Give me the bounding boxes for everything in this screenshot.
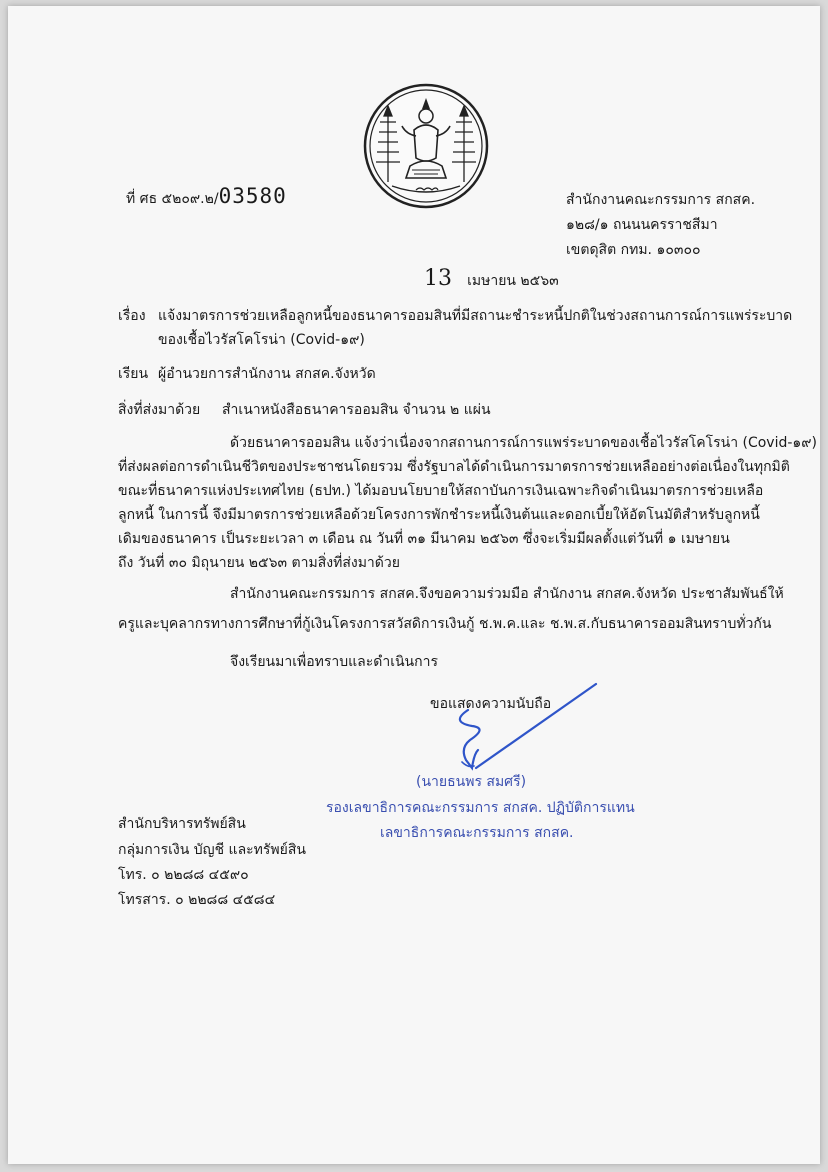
footer-phone: โทร. ๐ ๒๒๘๘ ๔๕๙๐ [118,867,249,883]
sender-address-line: สำนักงานคณะกรรมการ สกสค. [566,192,756,208]
recipient-label: เรียน [118,366,149,382]
footer-fax: โทรสาร. ๐ ๒๒๘๘ ๔๕๘๔ [118,892,276,908]
document-date [424,266,559,293]
signatory-name: (นายธนพร สมศรี) [416,774,527,790]
body-paragraph-line: เดิมของธนาคาร เป็นระยะเวลา ๓ เดือน ณ วันที่ ๓๑ มีนาคม ๒๕๖๓ ซึ่งจะเริ่มมีผลตั้งแต่วันที่ ๑ เมษายน [118,531,730,547]
body-paragraph-line: ครูและบุคลากรทางการศึกษาที่กู้เงินโครงการสวัสดิการเงินกู้ ช.พ.ค.และ ช.พ.ส.กับธนาคารออมสินทราบทั่วกัน [118,616,772,632]
document-page [8,6,820,1164]
body-paragraph-line: ลูกหนี้ ในการนี้ จึงมีมาตรการช่วยเหลือด้วยโครงการพักชำระหนี้เงินต้นและดอกเบี้ยให้อัตโนมัติสำหรับลูกหนี้ [118,507,760,523]
date-month-year: เมษายน ๒๕๖๓ [467,273,559,289]
sender-address-line: ๑๒๘/๑ ถนนนครราชสีมา [566,217,718,233]
document-number-prefix: ที่ ศธ ๕๒๐๙.๒/ [126,191,219,207]
body-paragraph-line: ที่ส่งผลต่อการดำเนินชีวิตของประชาชนโดยรวม ซึ่งรัฐบาลได้ดำเนินการมาตรการช่วยเหลืออย่างต่อเนื่องในทุกมิติ [118,459,790,475]
closing-request: จึงเรียนมาเพื่อทราบและดำเนินการ [230,654,438,670]
attachment-label: สิ่งที่ส่งมาด้วย [118,402,201,418]
sender-address-line: เขตดุสิต กทม. ๑๐๓๐๐ [566,242,701,258]
date-day: 13 [424,266,452,291]
handwritten-signature [432,676,602,776]
official-seal-emblem [362,82,490,210]
body-paragraph-line: สำนักงานคณะกรรมการ สกสค.จึงขอความร่วมมือ สำนักงาน สกสค.จังหวัด ประชาสัมพันธ์ให้ [230,586,784,602]
subject-line: ของเชื้อไวรัสโคโรน่า (Covid-๑๙) [158,332,365,348]
footer-division: กลุ่มการเงิน บัญชี และทรัพย์สิน [118,842,306,858]
body-paragraph-line: ด้วยธนาคารออมสิน แจ้งว่าเนื่องจากสถานการณ์การแพร่ระบาดของเชื้อไวรัสโคโรน่า (Covid-๑๙) [230,435,818,451]
document-number [126,184,287,210]
signatory-position-line: เลขาธิการคณะกรรมการ สกสค. [380,825,574,841]
closing-salutation: ขอแสดงความนับถือ [430,696,552,712]
body-paragraph-line: ถึง วันที่ ๓๐ มิถุนายน ๒๕๖๓ ตามสิ่งที่ส่งมาด้วย [118,555,400,571]
subject-line: แจ้งมาตรการช่วยเหลือลูกหนี้ของธนาคารออมสินที่มีสถานะชำระหนี้ปกติในช่วงสถานการณ์การแพร่ระบาด [158,308,793,324]
recipient-value: ผู้อำนวยการสำนักงาน สกสค.จังหวัด [158,366,376,382]
subject-label: เรื่อง [118,308,146,324]
attachment-value: สำเนาหนังสือธนาคารออมสิน จำนวน ๒ แผ่น [222,402,491,418]
body-paragraph-line: ขณะที่ธนาคารแห่งประเทศไทย (ธปท.) ได้มอบนโยบายให้สถาบันการเงินเฉพาะกิจดำเนินมาตรการช่วยเหลือ [118,483,764,499]
footer-office: สำนักบริหารทรัพย์สิน [118,816,246,832]
signatory-position-line: รองเลขาธิการคณะกรรมการ สกสค. ปฏิบัติการแทน [326,800,635,816]
document-number-value: 03580 [218,184,287,208]
